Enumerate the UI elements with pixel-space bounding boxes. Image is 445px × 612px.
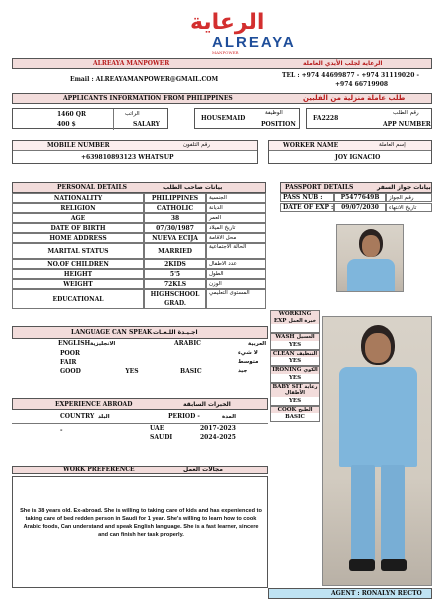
summary-box bbox=[12, 476, 268, 588]
work-preference-bar bbox=[12, 466, 268, 474]
experience-country: SAUDI bbox=[150, 434, 173, 441]
skill-row bbox=[270, 333, 320, 350]
experience-table bbox=[12, 398, 268, 442]
personal-row bbox=[12, 193, 266, 203]
company-phone-2: +974 66719908 bbox=[335, 81, 389, 88]
skill-label-ar: التنظيف bbox=[296, 350, 318, 357]
language-title-en: LANGUAGE CAN SPEAK bbox=[71, 329, 153, 336]
personal-details-header bbox=[12, 182, 266, 193]
experience-period: 2024-2025 bbox=[200, 434, 236, 441]
experience-row bbox=[12, 433, 268, 442]
skill-label: WASH bbox=[275, 334, 295, 340]
experience-row bbox=[12, 424, 268, 433]
personal-row bbox=[12, 233, 266, 243]
personal-field-label-ar: العمر bbox=[206, 213, 266, 223]
language-level-label-ar: متوسط bbox=[238, 359, 259, 365]
company-name-ar: الرعاية لجلب الأيدي العاملة bbox=[303, 60, 383, 67]
language-arabic-level bbox=[162, 349, 212, 358]
personal-field-label-ar: المستوى التعليمي bbox=[206, 289, 266, 309]
personal-row bbox=[12, 289, 266, 309]
personal-field-label: NO.OF CHILDREN bbox=[12, 259, 144, 269]
worker-name-label-ar: إسم العاملة bbox=[379, 142, 406, 148]
personal-field-value: NUEVA ECIJA bbox=[144, 233, 206, 243]
salary-usd: 400 $ bbox=[57, 121, 76, 128]
passport-details-table bbox=[280, 182, 432, 213]
app-number-label-en: APP NUMBER bbox=[383, 121, 431, 128]
passport-number-label: PASS NUB : bbox=[280, 193, 334, 202]
mobile-value: +639810893123 WHATSUP bbox=[81, 154, 174, 161]
work-preference-title-ar: مجالات العمل bbox=[183, 466, 223, 473]
experience-country-label: COUNTRY - bbox=[60, 413, 95, 434]
language-level-label: FAIR bbox=[60, 359, 77, 366]
personal-details-table bbox=[12, 182, 266, 309]
experience-rows bbox=[12, 424, 268, 442]
skills-table bbox=[270, 310, 320, 422]
company-email: Email : ALREAYAMANPOWER@GMAIL.COM bbox=[70, 76, 219, 83]
personal-rows bbox=[12, 193, 266, 309]
language-english-label: ENGLISH bbox=[58, 340, 91, 347]
personal-field-value: MARRIED bbox=[144, 243, 206, 259]
personal-field-value: 5'5 bbox=[144, 269, 206, 279]
experience-period-label-ar: المدة bbox=[222, 414, 237, 420]
passport-expiry-label-ar: تاريخ الانتهاء bbox=[386, 203, 432, 212]
worker-name-value: JOY IGNACIO bbox=[335, 154, 381, 161]
company-band bbox=[12, 58, 432, 69]
skill-label-ar: الطبخ bbox=[298, 406, 313, 413]
skill-label-ar: الكوي bbox=[303, 367, 318, 373]
language-english-label-ar: الانجليزية bbox=[90, 341, 116, 347]
experience-country-label-ar: البلد bbox=[98, 414, 110, 420]
skill-row bbox=[270, 310, 320, 333]
skill-label-ar: الغسيل bbox=[296, 334, 315, 340]
position-label-en: POSITION bbox=[261, 121, 296, 128]
language-level-label: POOR bbox=[60, 350, 80, 357]
skill-label: COOK bbox=[277, 406, 297, 413]
logo-latin-text: ALREAYA bbox=[212, 34, 296, 51]
personal-row bbox=[12, 203, 266, 213]
summary-text: She is 38 years old. Ex-abroad. She is willing to taking care of kids and has expenienced to taking care of bed redden person in Saudi for 1 year. She's willing to learn how to cook Arabic foods, Can understand and speak English language. She is a fast learner, sincere and can finish her task properly. bbox=[20, 508, 262, 538]
language-level-label-ar: لا شيء bbox=[238, 350, 258, 356]
personal-row bbox=[12, 259, 266, 269]
skill-row bbox=[270, 350, 320, 367]
skill-label: IRONING bbox=[272, 367, 302, 373]
personal-field-value: HIGHSCHOOL GRAD. bbox=[144, 289, 206, 309]
experience-title-en: EXPERIENCE ABROAD bbox=[55, 401, 133, 408]
position-box bbox=[194, 108, 300, 129]
personal-field-label: HOME ADDRESS bbox=[12, 233, 144, 243]
passport-number-value: P5477649B bbox=[334, 193, 386, 202]
language-level-row bbox=[12, 349, 268, 358]
language-arabic-label-ar: العربية bbox=[248, 341, 267, 347]
personal-field-value: CATHOLIC bbox=[144, 203, 206, 213]
passport-title-en: PASSPORT DETAILS bbox=[285, 184, 354, 191]
personal-row bbox=[12, 243, 266, 259]
logo-tagline: MANPOWER bbox=[212, 50, 239, 55]
personal-field-label: NATIONALITY bbox=[12, 193, 144, 203]
personal-field-label-ar: الحالة الاجتماعية bbox=[206, 243, 266, 259]
language-arabic-level: BASIC bbox=[180, 368, 202, 375]
worker-name-label-en: WORKER NAME bbox=[283, 142, 339, 149]
language-header bbox=[12, 326, 268, 339]
mobile-label-en: MOBILE NUMBER bbox=[47, 142, 110, 149]
language-subheader bbox=[12, 339, 268, 349]
personal-field-label: WEIGHT bbox=[12, 279, 144, 289]
personal-field-value: 72KLS bbox=[144, 279, 206, 289]
salary-label-ar: الراتب bbox=[125, 111, 140, 117]
skill-value: YES bbox=[288, 341, 302, 348]
mobile-box bbox=[12, 140, 258, 164]
experience-period-label: PERIOD - bbox=[168, 413, 200, 420]
language-english-level: YES bbox=[125, 368, 139, 375]
language-rows bbox=[12, 349, 268, 376]
personal-field-value: 2KIDS bbox=[144, 259, 206, 269]
skill-value: YES bbox=[288, 397, 302, 404]
skill-label: WORKING EXP bbox=[273, 311, 312, 324]
language-title-ar: اجـيـدة اللـغـات bbox=[153, 329, 198, 336]
agent-name: AGENT : RONALYN RECTO bbox=[331, 590, 422, 597]
agent-bar bbox=[268, 588, 432, 599]
language-level-row bbox=[12, 358, 268, 367]
company-phone: TEL : +974 44699877 - +974 31119020 - bbox=[282, 72, 419, 79]
skill-row bbox=[270, 383, 320, 406]
personal-field-value: 07/30/1987 bbox=[144, 223, 206, 233]
skill-label: CLEAN bbox=[272, 350, 295, 357]
personal-field-label: RELIGION bbox=[12, 203, 144, 213]
personal-row bbox=[12, 279, 266, 289]
passport-expiry-row bbox=[280, 203, 432, 213]
full-body-photo bbox=[322, 316, 432, 586]
language-level-label: GOOD bbox=[60, 368, 81, 375]
personal-title-ar: بيانات صاحب الطلب bbox=[163, 184, 223, 191]
skill-value bbox=[271, 324, 319, 332]
salary-label-en: SALARY bbox=[133, 121, 160, 128]
company-name-en: ALREAYA MANPOWER bbox=[93, 60, 170, 67]
personal-row bbox=[12, 223, 266, 233]
skill-value: BASIC bbox=[285, 414, 305, 420]
personal-title-en: PERSONAL DETAILS bbox=[57, 184, 128, 191]
language-english-level bbox=[102, 349, 162, 358]
personal-field-label-ar: الوزن bbox=[206, 279, 266, 289]
personal-field-label-ar: الطول bbox=[206, 269, 266, 279]
passport-expiry-value: 09/07/2030 bbox=[334, 203, 386, 212]
personal-field-value: 38 bbox=[144, 213, 206, 223]
language-english-level bbox=[102, 358, 162, 367]
position-label-ar: الوظيفة bbox=[265, 110, 283, 116]
language-arabic-level bbox=[162, 358, 212, 367]
salary-box bbox=[12, 108, 168, 129]
personal-field-label-ar: تاريخ الميلاد bbox=[206, 223, 266, 233]
worker-name-box bbox=[268, 140, 432, 164]
work-preference-title: WORK PREFERENCE bbox=[63, 466, 135, 473]
personal-field-value: PHILIPPINES bbox=[144, 193, 206, 203]
experience-header bbox=[12, 398, 268, 410]
language-arabic-label: ARABIC bbox=[174, 340, 201, 347]
skill-label: BABY SIT bbox=[272, 383, 303, 390]
language-table bbox=[12, 326, 268, 376]
passport-number-row bbox=[280, 193, 432, 203]
experience-period: 2017-2023 bbox=[200, 425, 236, 432]
personal-field-label: EDUCATIONAL bbox=[12, 289, 144, 309]
salary-qr: 1460 QR bbox=[57, 111, 87, 118]
skill-value: YES bbox=[288, 374, 302, 381]
language-level-label-ar: جيد bbox=[238, 368, 248, 374]
language-level-row bbox=[12, 367, 268, 376]
personal-field-label-ar: عدد الاطفال bbox=[206, 259, 266, 269]
personal-field-label: MARITAL STATUS bbox=[12, 243, 144, 259]
personal-field-label-ar: محل الاقامة bbox=[206, 233, 266, 243]
position-value: HOUSEMAID bbox=[201, 115, 246, 122]
personal-field-label: HEIGHT bbox=[12, 269, 144, 279]
applicants-title-ar: طلب عاملة منزلية من الفلبين bbox=[303, 94, 406, 102]
personal-field-label: AGE bbox=[12, 213, 144, 223]
skill-label-ar: خبرة العمل bbox=[288, 317, 317, 324]
skill-row bbox=[270, 406, 320, 423]
experience-country: UAE bbox=[150, 425, 165, 432]
mobile-label-ar: رقم التلفون bbox=[183, 142, 211, 148]
job-summary-row bbox=[12, 108, 432, 130]
logo-arabic-text: الرعاية bbox=[190, 10, 265, 35]
personal-field-label: DATE OF BIRTH bbox=[12, 223, 144, 233]
passport-photo bbox=[336, 224, 404, 292]
passport-expiry-label: DATE OF EXP : bbox=[280, 203, 334, 212]
personal-field-label-ar: الجنسية bbox=[206, 193, 266, 203]
personal-row bbox=[12, 213, 266, 223]
passport-number-label-ar: رقم الجواز bbox=[386, 193, 432, 202]
passport-details-header bbox=[280, 182, 432, 193]
app-number-box bbox=[306, 108, 432, 129]
personal-field-label-ar: الديانة bbox=[206, 203, 266, 213]
skill-label-ar: رعاية الأطفال bbox=[285, 383, 318, 396]
experience-title-ar: الخبرات السابقة bbox=[183, 401, 231, 408]
skill-row bbox=[270, 366, 320, 383]
app-number-value: FA2228 bbox=[313, 115, 339, 122]
personal-row bbox=[12, 269, 266, 279]
company-logo bbox=[168, 10, 296, 55]
app-number-label-ar: رقم الطلب bbox=[393, 110, 419, 116]
applicants-title-en: APPLICANTS INFORMATION FROM PHILIPPINES bbox=[63, 95, 233, 102]
passport-title-ar: بيانات جواز السفر bbox=[377, 184, 431, 191]
skill-value: YES bbox=[288, 358, 302, 364]
applicants-bar bbox=[12, 93, 432, 104]
